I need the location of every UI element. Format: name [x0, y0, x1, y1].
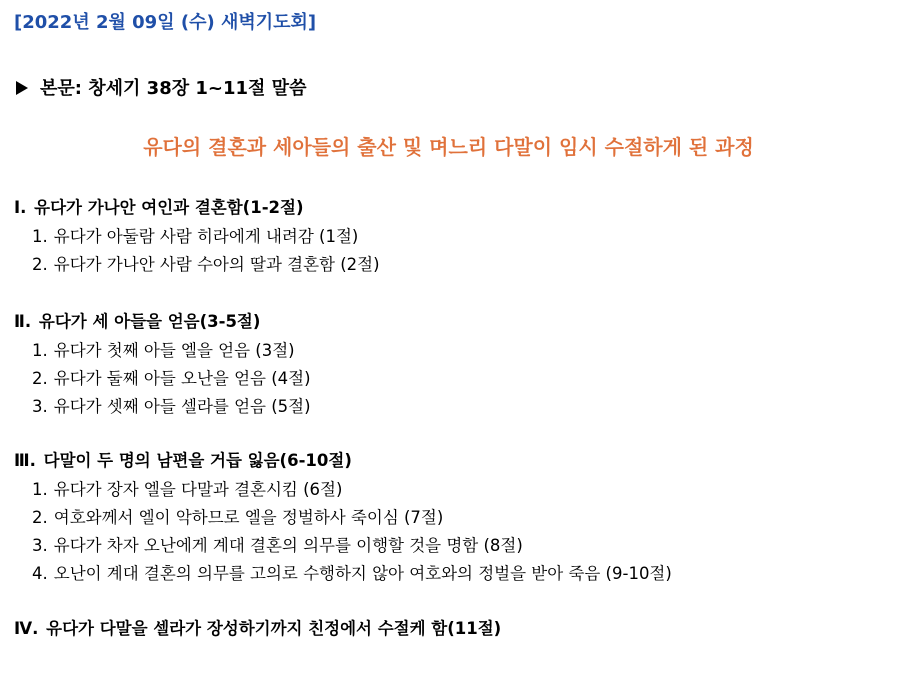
section-title-text: 유다가 가나안 여인과 결혼함(1-2절)	[34, 198, 304, 217]
outline-item	[14, 365, 311, 393]
section-title	[14, 307, 311, 337]
section-title-text: 유다가 세 아들을 얻음(3-5절)	[38, 312, 261, 331]
item-index: 2.	[32, 508, 48, 527]
item-index: 1.	[32, 341, 48, 360]
page-header-title: [2022년 2월 09일 (수) 새벽기도회]	[14, 12, 317, 33]
section-number: Ⅰ.	[14, 198, 27, 217]
item-index: 3.	[32, 397, 48, 416]
section-title-text: 유다가 다말을 셀라가 장성하기까지 친정에서 수절케 함(11절)	[46, 619, 502, 638]
outline-item	[14, 504, 672, 532]
item-text: 유다가 아둘람 사람 히라에게 내려감 (1절)	[53, 227, 359, 246]
item-text: 여호와께서 엘이 악하므로 엘을 정벌하사 죽이심 (7절)	[53, 508, 444, 527]
item-text: 유다가 둘째 아들 오난을 얻음 (4절)	[53, 369, 311, 388]
outline-section-2	[14, 307, 311, 421]
item-index: 1.	[32, 227, 48, 246]
outline-item	[14, 337, 311, 365]
item-index: 4.	[32, 564, 48, 583]
section-title-text: 다말이 두 명의 남편을 거듭 잃음(6-10절)	[43, 451, 352, 470]
section-number: Ⅳ.	[14, 619, 39, 638]
item-index: 3.	[32, 536, 48, 555]
section-title	[14, 193, 380, 223]
passage-line	[16, 74, 306, 100]
item-index: 2.	[32, 369, 48, 388]
section-title	[14, 446, 672, 476]
item-text: 유다가 차자 오난에게 계대 결혼의 의무를 이행할 것을 명함 (8절)	[53, 536, 523, 555]
outline-section-1	[14, 193, 380, 279]
outline-item	[14, 251, 380, 279]
section-number: Ⅲ.	[14, 451, 36, 470]
outline-item	[14, 560, 672, 588]
outline-item	[14, 532, 672, 560]
outline-item	[14, 476, 672, 504]
section-title	[14, 614, 501, 644]
item-index: 2.	[32, 255, 48, 274]
item-index: 1.	[32, 480, 48, 499]
item-text: 오난이 계대 결혼의 의무를 고의로 수행하지 않아 여호와의 정벌을 받아 죽음 (9-10절)	[53, 564, 672, 583]
sermon-subject: 유다의 결혼과 세아들의 출산 및 며느리 다말이 임시 수절하게 된 과정	[143, 135, 754, 159]
passage-text: 본문: 창세기 38장 1~11절 말씀	[40, 78, 307, 99]
triangle-bullet-icon	[16, 81, 28, 95]
outline-section-4	[14, 614, 501, 644]
item-text: 유다가 첫째 아들 엘을 얻음 (3절)	[53, 341, 295, 360]
item-text: 유다가 셋째 아들 셀라를 얻음 (5절)	[53, 397, 311, 416]
section-number: Ⅱ.	[14, 312, 32, 331]
item-text: 유다가 가나안 사람 수아의 딸과 결혼함 (2절)	[53, 255, 380, 274]
item-text: 유다가 장자 엘을 다말과 결혼시킴 (6절)	[53, 480, 343, 499]
outline-item	[14, 223, 380, 251]
outline-item	[14, 393, 311, 421]
outline-section-3	[14, 446, 672, 588]
